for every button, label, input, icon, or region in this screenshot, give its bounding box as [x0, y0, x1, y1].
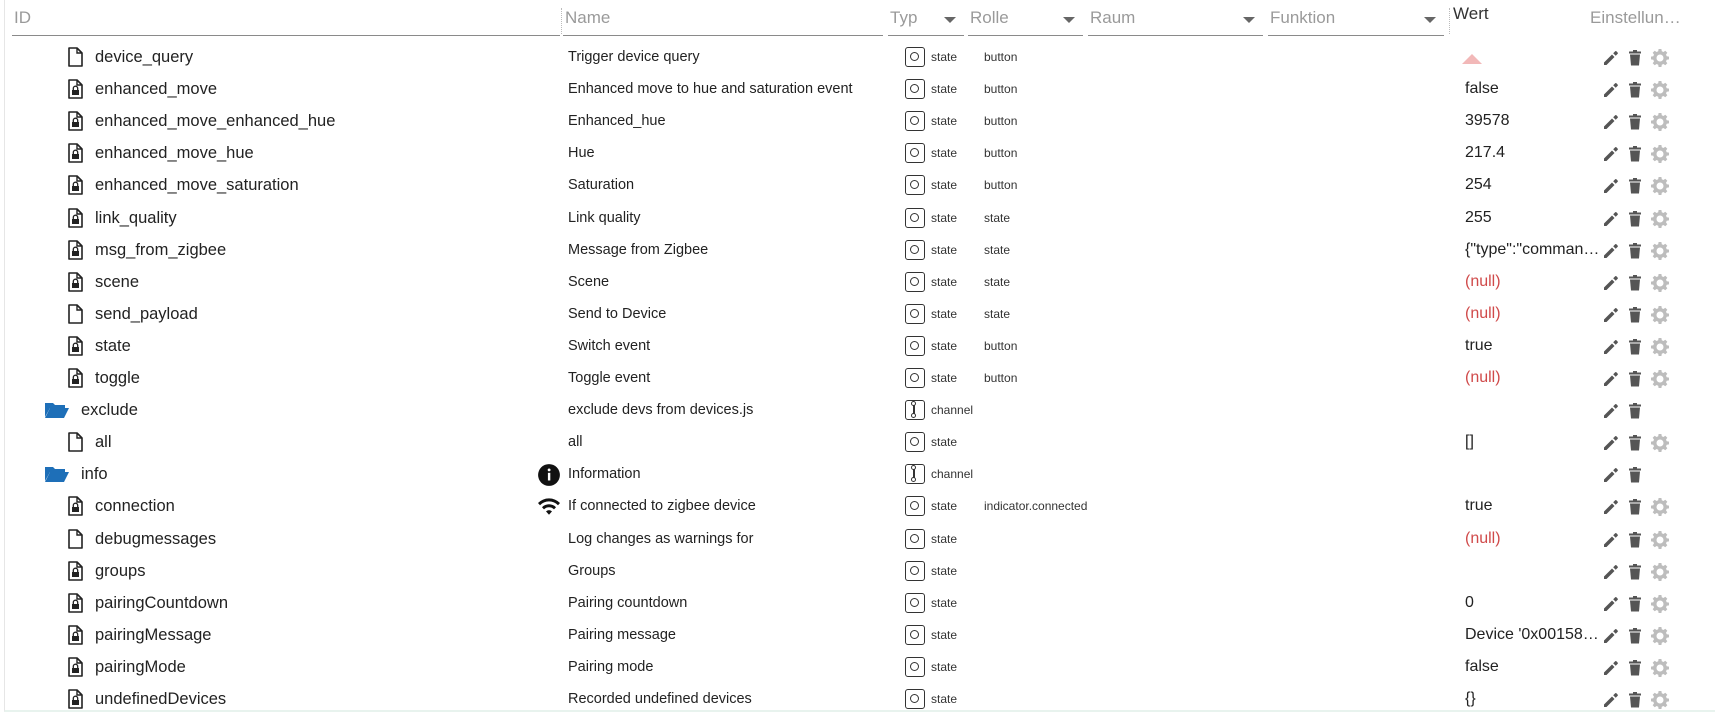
object-name: Message from Zigbee: [568, 241, 709, 258]
object-type: state: [931, 82, 958, 97]
file-lock-icon: [64, 207, 86, 229]
gear-button[interactable]: [1650, 369, 1670, 389]
gear-button[interactable]: [1650, 433, 1670, 453]
table-row[interactable]: [0, 555, 1717, 587]
table-row[interactable]: [0, 490, 1717, 522]
object-role: button: [984, 82, 1018, 97]
gear-button[interactable]: [1650, 690, 1670, 710]
table-row[interactable]: [0, 137, 1717, 169]
object-value[interactable]: true: [1465, 336, 1493, 354]
object-name: Pairing mode: [568, 658, 654, 675]
object-role: button: [984, 146, 1018, 161]
object-type: state: [931, 146, 958, 161]
object-name: Enhanced_hue: [568, 113, 666, 130]
state-type-icon: [905, 47, 925, 67]
table-row[interactable]: [0, 202, 1717, 234]
file-icon: [64, 303, 86, 325]
file-lock-icon: [64, 560, 86, 582]
channel-type-icon: [905, 400, 925, 420]
object-id: undefinedDevices: [95, 690, 227, 708]
gear-button[interactable]: [1650, 80, 1670, 100]
edit-button[interactable]: [1601, 80, 1621, 100]
edit-button[interactable]: [1601, 594, 1621, 614]
state-type-icon: [905, 625, 925, 645]
object-name: Hue: [568, 145, 595, 162]
edit-button[interactable]: [1601, 48, 1621, 68]
delete-button[interactable]: [1625, 626, 1645, 646]
object-name: all: [568, 434, 583, 451]
object-value[interactable]: (null): [1465, 304, 1501, 322]
table-row[interactable]: [0, 426, 1717, 458]
delete-button[interactable]: [1625, 465, 1645, 485]
edit-button[interactable]: [1601, 530, 1621, 550]
gear-button[interactable]: [1650, 112, 1670, 132]
type-filter-select[interactable]: Typ: [888, 4, 964, 36]
object-value[interactable]: false: [1465, 657, 1499, 675]
delete-button[interactable]: [1625, 497, 1645, 517]
object-id: enhanced_move: [95, 80, 218, 99]
object-value[interactable]: true: [1465, 497, 1493, 515]
state-type-icon: [905, 432, 925, 452]
object-name: Pairing countdown: [568, 594, 688, 611]
object-name: Log changes as warnings for: [568, 530, 754, 547]
object-role: button: [984, 50, 1018, 64]
table-header: [0, 0, 1717, 40]
object-name: Enhanced move to hue and saturation event: [568, 81, 853, 98]
object-name: Scene: [568, 273, 610, 290]
delete-button[interactable]: [1625, 433, 1645, 453]
table-row[interactable]: [0, 651, 1717, 683]
table-row[interactable]: [0, 330, 1717, 362]
object-type: state: [931, 563, 958, 578]
object-type: state: [931, 692, 958, 706]
delete-button[interactable]: [1625, 241, 1645, 261]
delete-button[interactable]: [1625, 80, 1645, 100]
file-lock-icon: [64, 110, 86, 132]
edit-button[interactable]: [1601, 465, 1621, 485]
object-value[interactable]: 255: [1465, 208, 1492, 226]
file-lock-icon: [64, 78, 86, 100]
object-role: button: [984, 178, 1018, 193]
settings-column-header: Einstellun…: [1590, 8, 1681, 27]
table-row[interactable]: [0, 619, 1717, 651]
file-lock-icon: [64, 142, 86, 164]
delete-button[interactable]: [1625, 337, 1645, 357]
table-row[interactable]: [0, 41, 1717, 73]
object-type: channel: [931, 403, 974, 418]
folder-open-icon[interactable]: [44, 399, 70, 421]
object-id: exclude: [81, 401, 138, 420]
object-id: pairingMessage: [95, 625, 212, 644]
column-separator[interactable]: [561, 8, 562, 34]
object-type: state: [931, 50, 958, 64]
object-id: state: [95, 336, 131, 355]
object-role: button: [984, 371, 1018, 385]
object-role: state: [984, 274, 1011, 289]
object-value[interactable]: 0: [1465, 593, 1474, 611]
object-name: Switch event: [568, 337, 651, 354]
state-type-icon: [905, 143, 925, 163]
role-filter-select[interactable]: Rolle: [968, 4, 1083, 36]
state-type-icon: [905, 208, 925, 228]
object-name: Information: [568, 466, 641, 483]
object-type: state: [931, 274, 958, 289]
tree-folder-row[interactable]: [0, 394, 1717, 426]
object-name: Groups: [568, 562, 616, 579]
object-name: Recorded undefined devices: [568, 691, 752, 707]
object-value[interactable]: []: [1465, 433, 1474, 451]
table-row[interactable]: [0, 587, 1717, 619]
state-type-icon: [905, 561, 925, 581]
object-role: button: [984, 114, 1018, 129]
object-id: enhanced_move_hue: [95, 144, 254, 163]
object-role: state: [984, 306, 1011, 321]
folder-open-icon[interactable]: [44, 463, 70, 485]
edit-button[interactable]: [1601, 209, 1621, 229]
object-id: send_payload: [95, 304, 198, 323]
gear-button[interactable]: [1650, 176, 1670, 196]
file-lock-icon: [64, 239, 86, 261]
state-type-icon: [905, 496, 925, 516]
table-row[interactable]: [0, 169, 1717, 201]
channel-type-icon: [905, 464, 925, 484]
delete-button[interactable]: [1625, 530, 1645, 550]
delete-button[interactable]: [1625, 658, 1645, 678]
column-separator[interactable]: [1449, 8, 1450, 34]
object-value[interactable]: Device '0x00158…: [1465, 625, 1599, 643]
object-role: state: [984, 242, 1011, 257]
state-type-icon: [905, 689, 925, 709]
table-row[interactable]: [0, 683, 1717, 715]
table-row[interactable]: [0, 298, 1717, 330]
delete-button[interactable]: [1625, 594, 1645, 614]
object-id: link_quality: [95, 208, 177, 227]
edit-button[interactable]: [1601, 144, 1621, 164]
file-icon: [64, 528, 86, 550]
object-name: Pairing message: [568, 626, 676, 643]
delete-button[interactable]: [1625, 562, 1645, 582]
delete-button[interactable]: [1625, 305, 1645, 325]
table-row[interactable]: [0, 73, 1717, 105]
object-type: state: [931, 531, 958, 546]
delete-button[interactable]: [1625, 209, 1645, 229]
object-type: state: [931, 114, 958, 129]
object-value[interactable]: (null): [1465, 529, 1501, 547]
table-row[interactable]: [0, 523, 1717, 555]
delete-button[interactable]: [1625, 112, 1645, 132]
wifi-icon: [537, 495, 561, 517]
object-role: state: [984, 210, 1011, 225]
object-id: debugmessages: [95, 529, 217, 548]
delete-button[interactable]: [1625, 690, 1645, 710]
state-type-icon: [905, 240, 925, 260]
edit-button[interactable]: [1601, 433, 1621, 453]
object-name: Saturation: [568, 177, 635, 194]
table-row[interactable]: [0, 105, 1717, 137]
state-type-icon: [905, 272, 925, 292]
object-value[interactable]: (null): [1465, 272, 1501, 290]
edit-button[interactable]: [1601, 176, 1621, 196]
edit-button[interactable]: [1601, 690, 1621, 710]
file-icon: [64, 46, 86, 68]
object-id: toggle: [95, 369, 140, 387]
edit-button[interactable]: [1601, 337, 1621, 357]
edit-button[interactable]: [1601, 401, 1621, 421]
state-type-icon: [905, 368, 925, 388]
state-type-icon: [905, 175, 925, 195]
object-id: connection: [95, 497, 175, 516]
object-name: Link quality: [568, 209, 641, 226]
object-value[interactable]: 39578: [1465, 112, 1510, 130]
gear-button[interactable]: [1650, 562, 1670, 582]
state-type-icon: [905, 529, 925, 549]
edit-button[interactable]: [1601, 658, 1621, 678]
edit-button[interactable]: [1601, 497, 1621, 517]
gear-button[interactable]: [1650, 144, 1670, 164]
value-column-header: Wert: [1453, 4, 1489, 23]
state-type-icon: [905, 79, 925, 99]
object-name: If connected to zigbee device: [568, 498, 756, 515]
object-role: button: [984, 338, 1018, 353]
object-value[interactable]: 217.4: [1465, 144, 1506, 162]
object-id: scene: [95, 272, 140, 291]
delete-button[interactable]: [1625, 48, 1645, 68]
gear-button[interactable]: [1650, 530, 1670, 550]
gear-button[interactable]: [1650, 209, 1670, 229]
object-id: info: [81, 465, 108, 484]
file-lock-icon: [64, 688, 86, 710]
gear-button[interactable]: [1650, 594, 1670, 614]
object-type: state: [931, 371, 958, 385]
gear-button[interactable]: [1650, 658, 1670, 678]
object-name: Send to Device: [568, 305, 667, 322]
object-type: state: [931, 659, 958, 674]
file-lock-icon: [64, 592, 86, 614]
object-name: Trigger device query: [568, 49, 700, 65]
trigger-button[interactable]: [1460, 51, 1484, 73]
edit-button[interactable]: [1601, 626, 1621, 646]
file-lock-icon: [64, 335, 86, 357]
state-type-icon: [905, 336, 925, 356]
table-row[interactable]: [0, 362, 1717, 394]
object-role: indicator.connected: [984, 499, 1088, 514]
object-type: state: [931, 338, 958, 353]
delete-button[interactable]: [1625, 369, 1645, 389]
object-type: state: [931, 178, 958, 193]
edit-button[interactable]: [1601, 562, 1621, 582]
object-type: state: [931, 627, 958, 642]
table-row[interactable]: [0, 234, 1717, 266]
object-type: state: [931, 595, 958, 610]
object-type: state: [931, 210, 958, 225]
function-filter-select[interactable]: Funktion: [1268, 4, 1444, 36]
object-type: state: [931, 499, 958, 514]
delete-button[interactable]: [1625, 176, 1645, 196]
edit-button[interactable]: [1601, 241, 1621, 261]
object-type: state: [931, 306, 958, 321]
edit-button[interactable]: [1601, 112, 1621, 132]
edit-button[interactable]: [1601, 369, 1621, 389]
object-id: groups: [95, 561, 146, 580]
file-lock-icon: [64, 367, 86, 389]
object-type: state: [931, 242, 958, 257]
file-icon: [64, 431, 86, 453]
object-id: all: [95, 433, 112, 452]
delete-button[interactable]: [1625, 401, 1645, 421]
file-lock-icon: [64, 174, 86, 196]
file-lock-icon: [64, 495, 86, 517]
object-id: device_query: [95, 48, 194, 66]
file-lock-icon: [64, 624, 86, 646]
file-lock-icon: [64, 656, 86, 678]
gear-button[interactable]: [1650, 241, 1670, 261]
gear-button[interactable]: [1650, 337, 1670, 357]
object-type: channel: [931, 467, 974, 482]
delete-button[interactable]: [1625, 144, 1645, 164]
object-name: exclude devs from devices.js: [568, 402, 754, 419]
id-filter-input[interactable]: ID: [12, 4, 560, 36]
edit-button[interactable]: [1601, 305, 1621, 325]
state-type-icon: [905, 657, 925, 677]
object-value[interactable]: (null): [1465, 369, 1501, 386]
object-type: state: [931, 435, 958, 450]
object-value[interactable]: {"type":"comman…: [1465, 240, 1600, 258]
table-row[interactable]: [0, 266, 1717, 298]
gear-button[interactable]: [1650, 273, 1670, 293]
tree-folder-row[interactable]: [0, 458, 1717, 490]
state-type-icon: [905, 111, 925, 131]
name-filter-input[interactable]: Name: [563, 4, 883, 36]
gear-button[interactable]: [1650, 626, 1670, 646]
object-id: enhanced_move_enhanced_hue: [95, 112, 336, 131]
object-id: msg_from_zigbee: [95, 240, 227, 259]
state-type-icon: [905, 304, 925, 324]
object-id: enhanced_move_saturation: [95, 176, 299, 195]
edit-button[interactable]: [1601, 273, 1621, 293]
object-value[interactable]: {}: [1465, 690, 1476, 707]
object-value[interactable]: 254: [1465, 176, 1492, 194]
gear-button[interactable]: [1650, 48, 1670, 68]
info-icon: [537, 463, 561, 485]
gear-button[interactable]: [1650, 305, 1670, 325]
delete-button[interactable]: [1625, 273, 1645, 293]
object-id: pairingCountdown: [95, 593, 229, 612]
object-value[interactable]: false: [1465, 80, 1499, 98]
object-name: Toggle event: [568, 370, 651, 386]
gear-button[interactable]: [1650, 497, 1670, 517]
state-type-icon: [905, 593, 925, 613]
file-lock-icon: [64, 271, 86, 293]
room-filter-select[interactable]: Raum: [1088, 4, 1263, 36]
object-id: pairingMode: [95, 657, 186, 676]
